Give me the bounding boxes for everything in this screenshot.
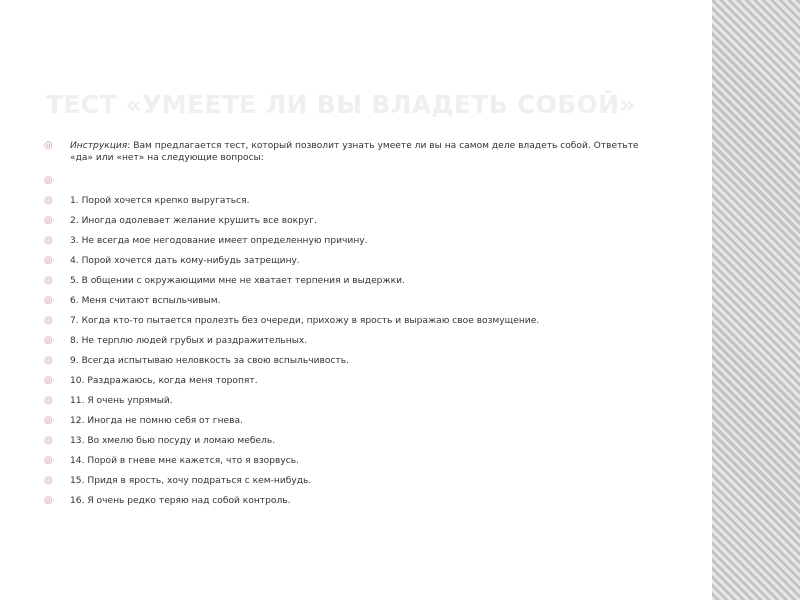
slide-title: ТЕСТ «УМЕЕТЕ ЛИ ВЫ ВЛАДЕТЬ СОБОЙ» — [46, 90, 636, 119]
list-item — [44, 275, 664, 295]
question-text: 11. Я очень упрямый. — [70, 396, 173, 406]
question-text: 14. Порой в гневе мне кажется, что я взорвусь. — [70, 456, 300, 466]
bullet-icon: ◎ — [44, 215, 53, 226]
bullet-icon: ◎ — [44, 195, 53, 206]
bullet-icon: ◎ — [44, 355, 53, 366]
bullet-icon: ◎ — [44, 435, 53, 446]
question-text: 3. Не всегда мое негодование имеет определенную причину. — [70, 236, 368, 246]
list-item — [44, 255, 664, 275]
bullet-icon: ◎ — [44, 315, 53, 326]
list-item — [44, 215, 664, 235]
list-item — [44, 415, 664, 435]
bullet-icon: ◎ — [44, 335, 53, 346]
bullet-icon: ◎ — [44, 175, 53, 186]
question-text: 13. Во хмелю бью посуду и ломаю мебель. — [70, 436, 276, 446]
list-item — [44, 375, 664, 395]
instruction-label: Инструкция — [70, 141, 128, 151]
question-text: 16. Я очень редко теряю над собой контроль. — [70, 496, 291, 506]
question-list — [44, 140, 664, 515]
bullet-icon: ◎ — [44, 395, 53, 406]
bullet-icon: ◎ — [44, 495, 53, 506]
list-item — [44, 335, 664, 355]
question-text: 6. Меня считают вспыльчивым. — [70, 296, 221, 306]
question-text: 2. Иногда одолевает желание крушить все вокруг. — [70, 216, 317, 226]
list-item — [44, 195, 664, 215]
instruction-item — [44, 140, 664, 164]
question-text: 15. Придя в ярость, хочу подраться с кем-нибудь. — [70, 476, 312, 486]
question-text: 9. Всегда испытываю неловкость за свою вспыльчивость. — [70, 356, 349, 366]
bullet-icon: ◎ — [44, 140, 53, 151]
question-text: 4. Порой хочется дать кому-нибудь затрещину. — [70, 256, 300, 266]
question-text: 5. В общении с окружающими мне не хватает терпения и выдержки. — [70, 276, 405, 286]
bullet-icon: ◎ — [44, 295, 53, 306]
list-item — [44, 355, 664, 375]
bullet-icon: ◎ — [44, 475, 53, 486]
instruction-text: : Вам предлагается тест, который позволит узнать умеете ли вы на самом деле владеть собой. Ответьте «да» или «нет» на следующие вопросы: — [70, 141, 639, 163]
decorative-side-band — [712, 0, 800, 600]
list-item — [44, 235, 664, 255]
list-item — [44, 475, 664, 495]
bullet-icon: ◎ — [44, 375, 53, 386]
list-item — [44, 295, 664, 315]
bullet-icon: ◎ — [44, 255, 53, 266]
list-item — [44, 175, 664, 195]
bullet-icon: ◎ — [44, 455, 53, 466]
list-item — [44, 455, 664, 475]
question-text: 12. Иногда не помню себя от гнева. — [70, 416, 243, 426]
bullet-icon: ◎ — [44, 275, 53, 286]
bullet-icon: ◎ — [44, 235, 53, 246]
question-text: 7. Когда кто-то пытается пролезть без очереди, прихожу в ярость и выражаю свое возмущение. — [70, 316, 540, 326]
list-item — [44, 395, 664, 415]
list-item — [44, 435, 664, 455]
bullet-icon: ◎ — [44, 415, 53, 426]
question-text: 10. Раздражаюсь, когда меня торопят. — [70, 376, 258, 386]
list-item — [44, 315, 664, 335]
question-text: 8. Не терплю людей грубых и раздражительных. — [70, 336, 308, 346]
list-item — [44, 495, 664, 515]
question-text: 1. Порой хочется крепко выругаться. — [70, 196, 250, 206]
